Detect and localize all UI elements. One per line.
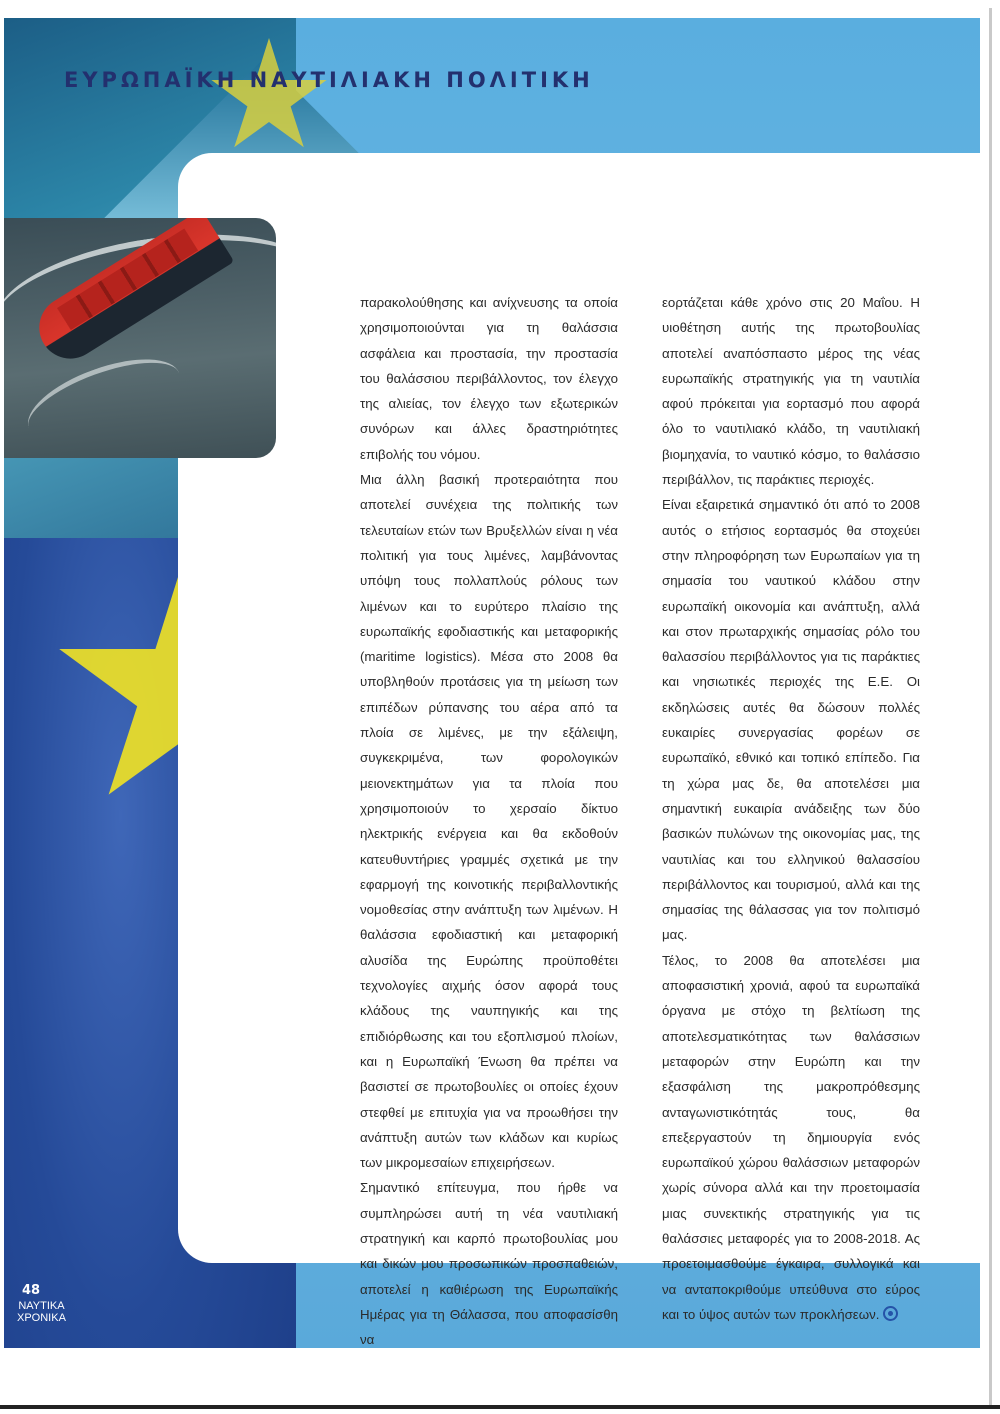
article-paragraph: Σημαντικό επίτευγμα, που ήρθε να συμπληρώσει αυτή τη νέα ναυτιλιακή στρατηγική και καρπό πρωτοβουλίας μου και δικών μου προσωπικών προσπαθειών, αποτελεί η καθιέρωση της Ευρωπαϊκής Ημέρας για τη Θάλασσα, που αποφασίσθη να: [360, 1180, 618, 1348]
magazine-name: [17, 1300, 66, 1324]
ship-photo: [4, 218, 276, 458]
article-paragraph: εορτάζεται κάθε χρόνο στις 20 Μαΐου. Η υιοθέτηση αυτής της πρωτοβουλίας αποτελεί αναπόσπαστο μέρος της νέας ευρωπαϊκής στρατηγικής για τη ναυτιλία αφού πρόκειται για εορτασμό που αφορά όλο το ναυτιλιακό κλάδο, τη ναυτιλιακή βιομηχανία, το ναυτικό κόσμο, το θαλάσσιο περιβάλλον, τις παράκτιες περιοχές.: [662, 295, 920, 488]
page-number: 48: [22, 1283, 41, 1298]
bottom-rule: [0, 1405, 1000, 1409]
article-column-1: [360, 290, 618, 1352]
section-title: ΕΥΡΩΠΑΪΚΗ ΝΑΥΤΙΛΙΑΚΗ ΠΟΛΙΤΙΚΗ: [64, 68, 594, 92]
article-paragraph: [662, 948, 920, 1327]
article-paragraph: παρακολούθησης και ανίχνευσης τα οποία χρησιμοποιούνται για τη θαλάσσια ασφάλεια και προστασία, την προστασία του θαλάσσιου περιβάλλοντος, τον έλεγχο της αλιείας, τον έλεγχο των εξωτερικών συνόρων και άλλες δραστηριότητες επιβολής του νόμου.: [360, 295, 618, 462]
magazine-name-line1: ΝΑΥΤΙΚΑ: [18, 1300, 65, 1312]
end-of-article-icon: [883, 1306, 898, 1321]
article-paragraph: Είναι εξαιρετικά σημαντικό ότι από το 2008 αυτός ο ετήσιος εορτασμός θα στοχεύει στην πληροφόρηση των Ευρωπαίων για τη σημασία του ναυτικού κλάδου στην ευρωπαϊκή οικονομία και ανάπτυξη, αλλά και στον πρωταρχικής σημασίας ρόλο του θαλασσίου περιβάλλοντος για τις παράκτιες και νησιωτικές περιοχές της Ε.Ε. Οι εκδηλώσεις αυτές θα δώσουν πολλές ευκαιρίες συνεργασίας φορέων σε ευρωπαϊκό, εθνικό και τοπικό επίπεδο. Για τη χώρα μας δε, θα αποτελέσει μια σημαντική ευκαιρία ανάδειξης των δύο βασικών πυλώνων της οικονομίας μας, της ναυτιλίας και του ελληνικού θαλασσίου περιβάλλοντος και τουρισμού, αλλά και της σημασίας της θάλασσας για τον πολιτισμό μας.: [662, 497, 920, 943]
magazine-name-line2: ΧΡΟΝΙΚΑ: [17, 1312, 66, 1324]
article-paragraph: Μια άλλη βασική προτεραιότητα που αποτελεί συνέχεια της πολιτικής των τελευταίων ετών των Βρυξελλών είναι η νέα πολιτική για τους λιμένες, λαμβάνοντας υπόψη τους πολλαπλούς ρόλους των λιμένων και το ευρύτερο πλαίσιο της ευρωπαϊκής εφοδιαστικής και μεταφορικής (maritime logistics). Μέσα στο 2008 θα υποβληθούν προτάσεις για τη μείωση των επιπέδων ρύπανσης του αέρα από τα πλοία σε λιμένες, με την εξάλειψη, συγκεκριμένα, των φορολογικών μειονεκτημάτων για τα πλοία που χρησιμοποιούν το χερσαίο δίκτυο ηλεκτρικής ενέργεια και θα εκδοθούν κατευθυντήριες γραμμές σχετικά με την εφαρμογή της κοινοτικής περιβαλλοντικής νομοθεσίας στην ανάπτυξη των λιμένων. Η θαλάσσια εφοδιαστική και μεταφορική αλυσίδα της Ευρώπης προϋποθέτει τεχνολογίες αιχμής όσον αφορά τους κλάδους της ναυπηγικής και της επιδιόρθωσης και του εξοπλισμού πλοίων, και η Ευρωπαϊκή Ένωση θα πρέπει να βασιστεί σε πρωτοβουλίες οι οποίες έχουν στεφθεί με επιτυχία για να προωθήσει την ανάπτυξη αυτών των κλάδων και κυρίως των μικρομεσαίων επιχειρήσεων.: [360, 472, 618, 1171]
article-column-2: [662, 290, 920, 1327]
page-edge: [989, 8, 992, 1408]
article-paragraph-text: Τέλος, το 2008 θα αποτελέσει μια αποφασιστική χρονιά, αφού τα ευρωπαϊκά όργανα με στόχο τη βελτίωση της αποτελεσματικότητας των θαλάσσιων μεταφορών στην Ευρώπη και την εξασφάλιση της μακροπρόθεσμης ανταγωνιστικότητάς τους, θα επεξεργαστούν τη δημιουργία ενός ευρωπαϊκού χώρου θαλάσσιων μεταφορών χωρίς σύνορα αλλά και την προετοιμασία μιας συνεκτικής στρατηγικής για τις θαλάσσιες μεταφορές για το 2008-2018. Ας προετοιμασθούμε έγκαιρα, συλλογικά και να ανταποκριθούμε υπεύθυνα στο εύρος και το ύψος αυτών των προκλήσεων.: [662, 952, 920, 1322]
